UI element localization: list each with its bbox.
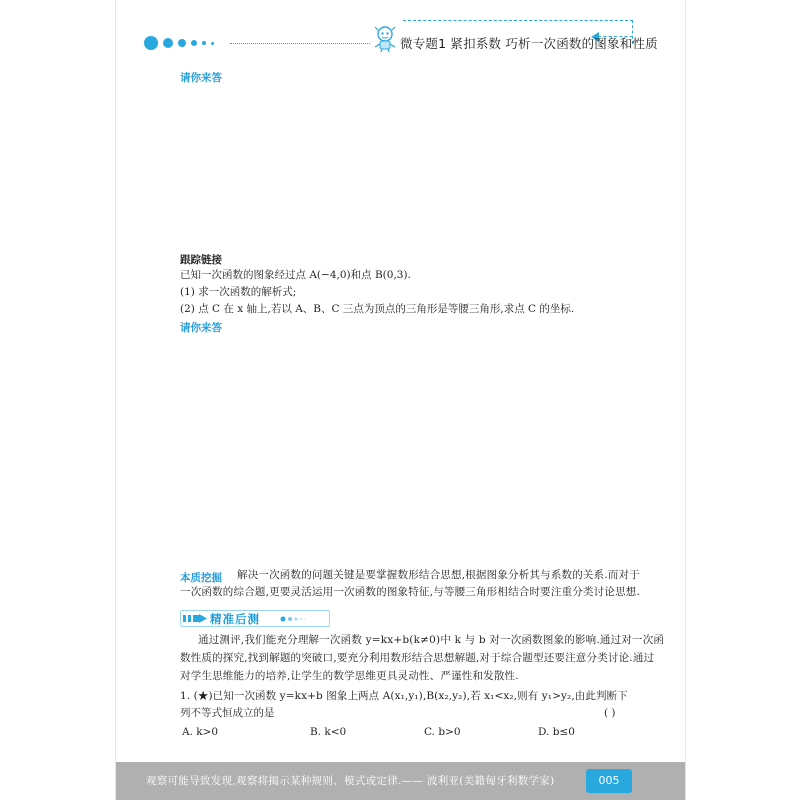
intro-line-3: 对学生思维能力的培养,让学生的数学思维更具灵动性、严谨性和发散性. xyxy=(180,670,519,682)
option-d[interactable]: D. b≤0 xyxy=(538,726,575,738)
header-dotted-line xyxy=(230,43,370,44)
footer-quote: 观察可能导致发现,观察将揭示某种规则、模式或定律.—— 波利亚(美籍匈牙利数学家) xyxy=(146,775,555,787)
follow-up-q1: (1) 求一次函数的解析式; xyxy=(180,286,297,298)
arrow-right-icon xyxy=(183,614,207,623)
footer-bar xyxy=(116,762,685,800)
answer-prompt-1: 请你来答 xyxy=(180,72,222,84)
follow-up-stem: 已知一次函数的图象经过点 A(−4,0)和点 B(0,3). xyxy=(180,269,411,281)
follow-up-q2: (2) 点 C 在 x 轴上,若以 A、B、C 三点为顶点的三角形是等腰三角形,求点 C 的坐标. xyxy=(180,303,575,315)
section-banner xyxy=(180,610,330,627)
essence-line-1: 解决一次函数的问题关键是要掌握数形结合思想,根据图象分析其与系数的关系.而对于 xyxy=(237,569,640,581)
intro-line-2: 数性质的探究,找到解题的突破口,要充分利用数形结合思想解题,对于综合题型还要注意分类讨论.通过 xyxy=(180,652,655,664)
essence-line-2: 一次函数的综合题,更要灵活运用一次函数的图象特征,与等腰三角形相结合时要注重分类讨论思想. xyxy=(180,586,641,598)
option-c[interactable]: C. b>0 xyxy=(424,726,461,738)
mascot-icon xyxy=(372,25,398,53)
option-b[interactable]: B. k<0 xyxy=(310,726,347,738)
answer-prompt-2: 请你来答 xyxy=(180,322,222,334)
banner-dots-icon xyxy=(280,616,320,622)
page-number: 005 xyxy=(586,769,632,793)
question-1-line-1: 1. (★)已知一次函数 y=kx+b 图象上两点 A(x₁,y₁),B(x₂,y₂),若 x₁<x₂,则有 y₁>y₂,由此判断下 xyxy=(180,690,628,702)
section-title: 精准后测 xyxy=(210,612,260,626)
right-margin xyxy=(685,0,800,800)
left-margin xyxy=(0,0,116,800)
follow-up-label: 跟踪链接 xyxy=(180,254,222,266)
option-a[interactable]: A. k>0 xyxy=(182,726,219,738)
essence-label: 本质挖掘 xyxy=(180,572,222,584)
header-title: 微专题1 紧扣系数 巧析一次函数的图象和性质 xyxy=(400,36,658,51)
question-1-line-2: 列不等式恒成立的是 xyxy=(180,707,275,719)
answer-bracket: ( ) xyxy=(604,707,616,719)
intro-line-1: 通过测评,我们能充分理解一次函数 y=kx+b(k≠0)中 k 与 b 对一次函数图象的影响.通过对一次函 xyxy=(198,634,665,646)
